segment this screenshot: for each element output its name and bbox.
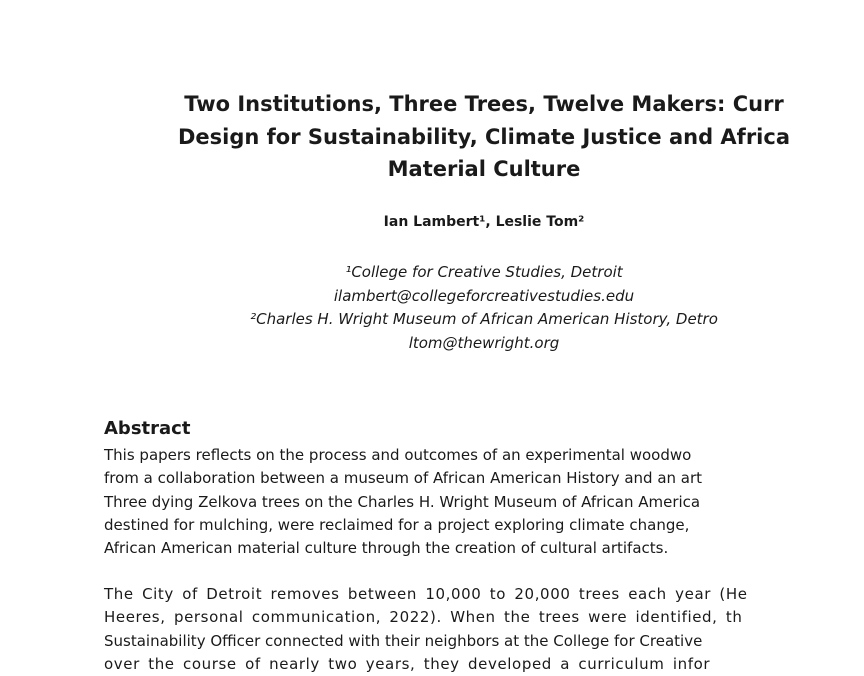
paragraph-line: Sustainability Officer connected with their neighbors at the College for Creative [104,631,703,650]
abstract-heading: Abstract [104,418,191,439]
email-1: ilambert@collegeforcreativestudies.edu [333,286,635,305]
paragraph-line: African American material culture through the creation of cultural artifacts. [104,539,669,558]
paragraph-line: Heeres, personal communication, 2022). When the trees were identified, th [104,608,743,627]
abstract-paragraph-1 [104,444,702,560]
affiliation-1: ¹College for Creative Studies, Detroit [345,263,623,281]
paragraph-line: This papers reflects on the process and outcomes of an experimental woodwo [104,446,692,464]
affiliation-2: ²Charles H. Wright Museum of African American History, Detro [250,310,718,328]
title-line-1: Two Institutions, Three Trees, Twelve Makers: Curr [184,92,784,116]
paper-title [104,88,864,186]
paragraph-line: from a collaboration between a museum of African American History and an art [104,469,703,488]
title-line-3: Material Culture [387,157,581,181]
abstract-paragraph-2 [104,583,748,676]
email-2: ltom@thewright.org [408,333,560,352]
paragraph-line: over the course of nearly two years, they developed a curriculum infor [104,654,711,673]
paragraph-line: Three dying Zelkova trees on the Charles H. Wright Museum of African America [104,492,701,511]
affiliations [104,261,864,355]
title-line-2: Design for Sustainability, Climate Justice and Africa [178,124,790,149]
paragraph-line: The City of Detroit removes between 10,000 to 20,000 trees each year (He [104,585,748,603]
paragraph-line: destined for mulching, were reclaimed for a project exploring climate change, [104,515,690,534]
authors: Ian Lambert¹, Leslie Tom² [383,214,585,230]
